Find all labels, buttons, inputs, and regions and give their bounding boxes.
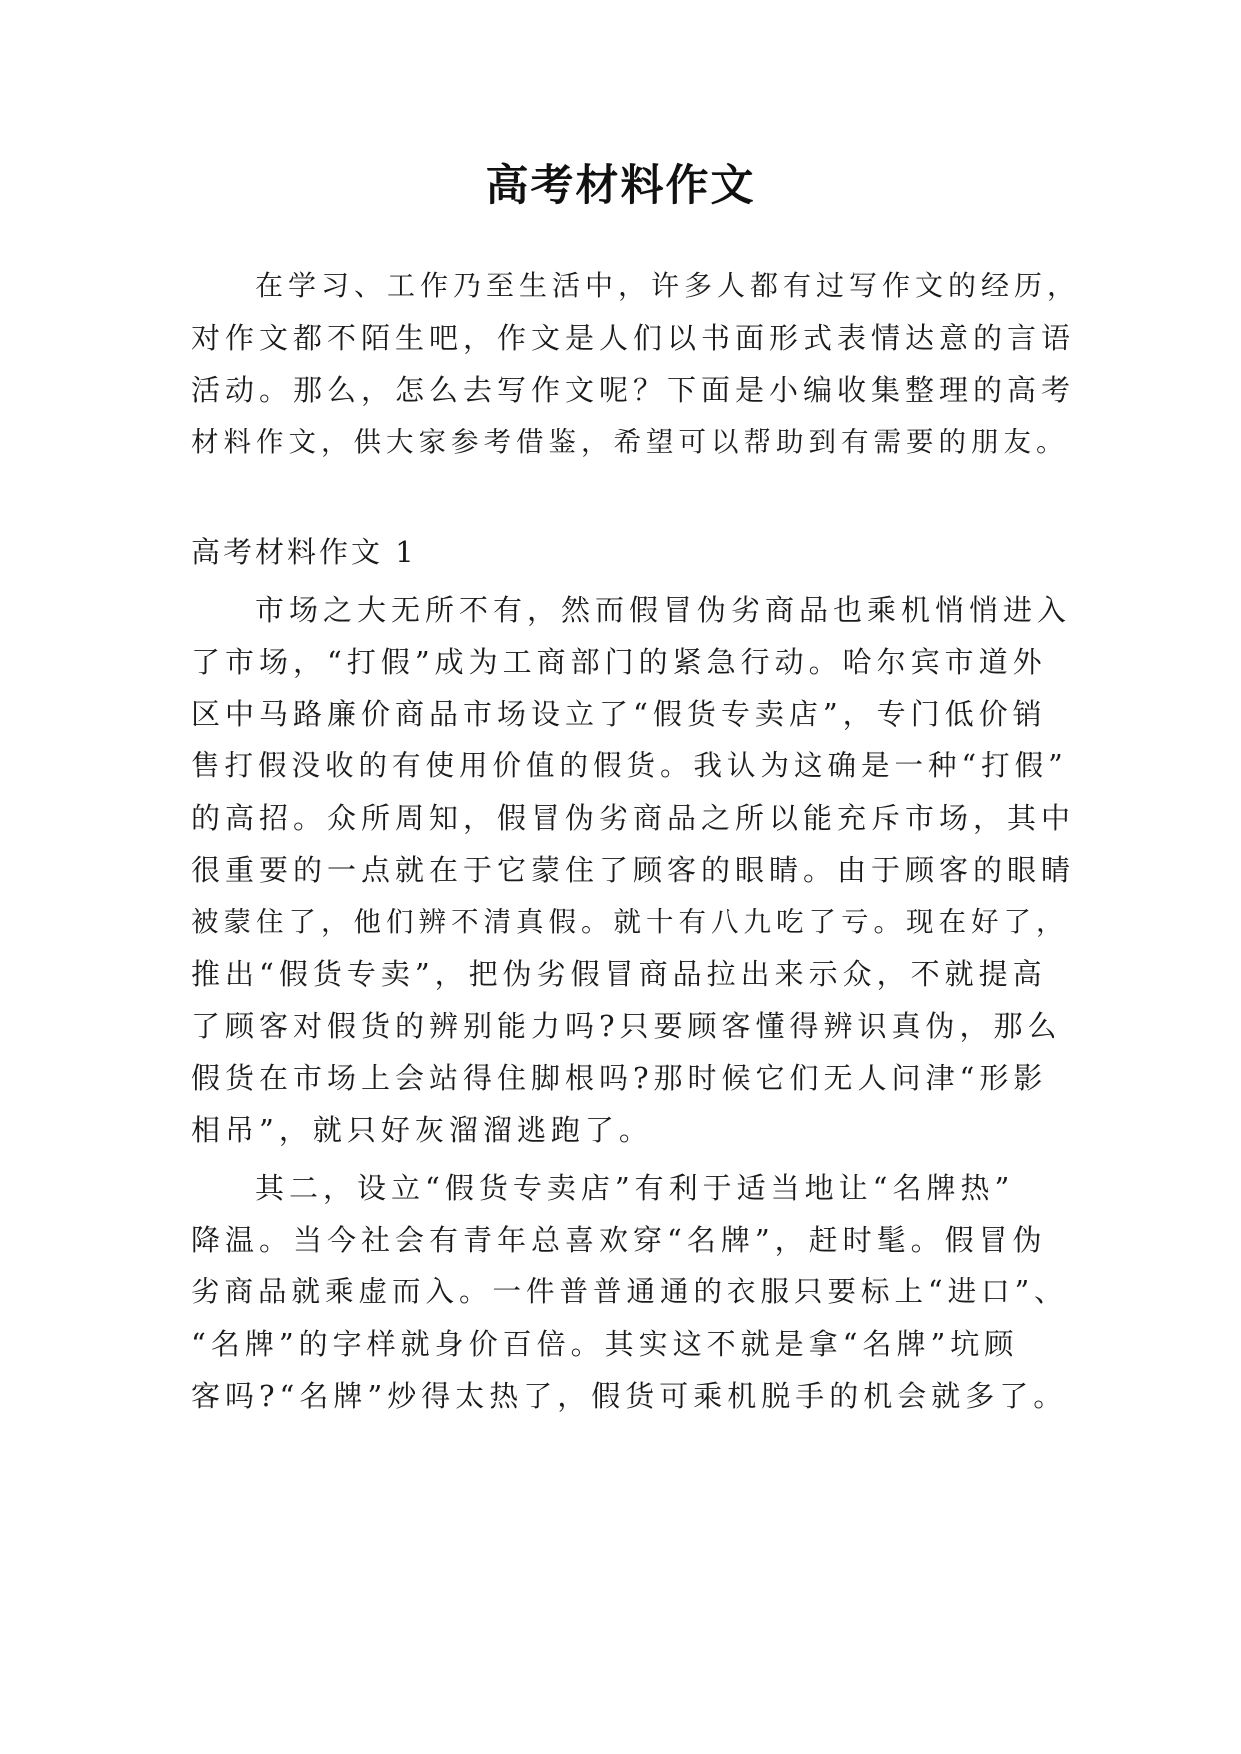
document-title: 高考材料作文 [485, 161, 756, 211]
paragraph-line: 的高招。众所周知，假冒伪劣商品之所以能充斥市场，其中 [191, 801, 1076, 835]
paragraph-line: 被蒙住了，他们辨不清真假。就十有八九吃了亏。现在好了， [191, 906, 1069, 938]
paragraph-line: 相吊”，就只好灰溜溜逃跑了。 [191, 1113, 653, 1147]
paragraph-line: 假货在市场上会站得住脚根吗?那时候它们无人问津“形影 [191, 1061, 1048, 1095]
paragraph-line: 区中马路廉价商品市场设立了“假货专卖店”，专门低价销 [191, 697, 1047, 731]
paragraph-line: 其二，设立“假货专卖店”有利于适当地让“名牌热” [255, 1171, 1015, 1205]
intro-line: 对作文都不陌生吧，作文是人们以书面形式表情达意的言语 [191, 321, 1076, 355]
paragraph-line: 了顾客对假货的辨别能力吗?只要顾客懂得辨识真伪，那么 [191, 1009, 1062, 1043]
paragraph-line: 了市场，“打假”成为工商部门的紧急行动。哈尔宾市道外 [191, 645, 1047, 679]
intro-line: 在学习、工作乃至生活中，许多人都有过写作文的经历， [255, 269, 1081, 302]
intro-line: 活动。那么，怎么去写作文呢？下面是小编收集整理的高考 [191, 373, 1076, 407]
paragraph-line: 很重要的一点就在于它蒙住了顾客的眼睛。由于顾客的眼睛 [191, 853, 1076, 887]
section-heading: 高考材料作文 1 [191, 535, 417, 569]
paragraph-line: “名牌”的字样就身价百倍。其实这不就是拿“名牌”坑顾 [191, 1327, 1019, 1361]
paragraph-line: 客吗?“名牌”炒得太热了，假货可乘机脱手的机会就多了。 [191, 1379, 1068, 1413]
intro-line: 材料作文，供大家参考借鉴，希望可以帮助到有需要的朋友。 [191, 426, 1069, 458]
paragraph-line: 售打假没收的有使用价值的假货。我认为这确是一种“打假” [191, 749, 1068, 782]
paragraph-line: 市场之大无所不有，然而假冒伪劣商品也乘机悄悄进入 [255, 593, 1072, 627]
paragraph-line: 劣商品就乘虚而入。一件普普通通的衣服只要标上“进口”、 [191, 1275, 1068, 1308]
paragraph-line: 推出“假货专卖”，把伪劣假冒商品拉出来示众，不就提高 [191, 957, 1047, 991]
paragraph-line: 降温。当今社会有青年总喜欢穿“名牌”，赶时髦。假冒伪 [191, 1223, 1047, 1257]
